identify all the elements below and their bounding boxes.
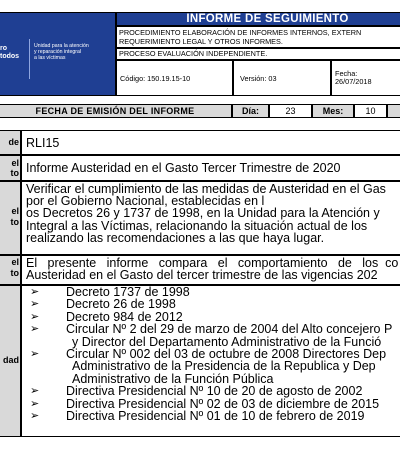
- document-meta-row: [116, 60, 400, 96]
- bullet-arrow-icon: ➢: [30, 409, 40, 422]
- institution-logo: [0, 12, 116, 96]
- procedure-line: REQUERIMIENTO LEGAL Y OTROS INFORMES.: [119, 37, 283, 46]
- objective-line: Integral a las Víctimas, relacionando la situación actual de los: [26, 218, 368, 233]
- row-label-code: [0, 130, 21, 155]
- logo-right-text: [34, 43, 89, 62]
- bullet-arrow-icon: ➢: [30, 385, 40, 398]
- regulation-item: [26, 298, 400, 310]
- regulation-text: Circular Nº 2 del 29 de marzo de 2004 del Alto concejero P: [66, 322, 393, 337]
- bullet-arrow-icon: ➢: [30, 310, 40, 323]
- regulation-item: [26, 385, 400, 397]
- regulation-item: [26, 410, 400, 422]
- regulation-item: [26, 323, 400, 335]
- procedure-cell: [116, 26, 400, 48]
- report-name: Informe Austeridad en el Gasto Tercer Trimestre de 2020: [21, 155, 400, 181]
- regulation-text: Directiva Presidencial Nº 01 de 10 de febrero de 2019: [66, 408, 365, 423]
- objective-line: por el Gobierno Nacional, establecidas en l: [26, 194, 265, 209]
- regulation-text: Decreto 984 de 2012: [66, 309, 183, 324]
- regulation-text: Administrativo de la Función Pública: [72, 371, 274, 386]
- label-fragment: el: [11, 257, 19, 267]
- label-fragment: dad: [2, 355, 19, 365]
- month-label: Mes:: [312, 104, 354, 118]
- label-fragment: el: [11, 206, 19, 216]
- label-fragment: el: [11, 158, 19, 168]
- document-header: [0, 12, 400, 96]
- day-value: 23: [269, 104, 312, 118]
- logo-right-line: a las víctimas: [34, 55, 66, 62]
- label-fragment: to: [10, 217, 19, 227]
- label-fragment: to: [10, 168, 19, 178]
- row-label-regulations: [0, 285, 21, 437]
- objective-line: realizando las recomendaciones a las que haya lugar.: [26, 230, 325, 245]
- bullet-arrow-icon: ➢: [30, 347, 40, 360]
- document-code: Código: 150.19.15-10: [116, 60, 233, 96]
- regulation-text: Directiva Presidencial Nº 02 de 03 de diciembre de 2015: [66, 396, 380, 411]
- regulation-text: Directiva Presidencial Nº 10 de 20 de agosto de 2002: [66, 384, 363, 399]
- label-fragment: de: [8, 137, 19, 147]
- scope-line: El presente informe compara el comportamiento de los co: [26, 256, 399, 270]
- bullet-arrow-icon: ➢: [30, 298, 40, 311]
- row-label-name: [0, 155, 21, 181]
- logo-left-line: todos: [0, 53, 20, 60]
- logo-right-line: Unidad para la atención: [34, 43, 89, 49]
- logo-right-line: y reparación integral: [34, 49, 82, 56]
- scope-text: [21, 255, 400, 285]
- regulation-text: Decreto 26 de 1998: [66, 297, 176, 312]
- objective-text: [21, 181, 400, 255]
- label-fragment: to: [10, 268, 19, 278]
- regulations-list: [21, 285, 400, 437]
- logo-left-line: ro: [0, 45, 7, 52]
- scope-line: Austeridad en el Gasto del tercer trimestre de las vigencias 202: [26, 268, 378, 283]
- day-label: Día:: [232, 104, 269, 118]
- row-label-objective: [0, 181, 21, 255]
- bullet-arrow-icon: ➢: [30, 397, 40, 410]
- document-version: Versión: 03: [233, 60, 331, 96]
- date-label: Fecha:: [335, 69, 358, 78]
- bullet-arrow-icon: ➢: [30, 323, 40, 336]
- bullet-arrow-icon: ➢: [30, 286, 40, 298]
- regulation-text: Decreto 1737 de 1998: [66, 285, 190, 299]
- regulation-text: Circular Nº 002 del 03 de octubre de 2008 Directores Dep: [66, 346, 387, 361]
- row-label-scope: [0, 255, 21, 285]
- emission-date-label: FECHA DE EMISIÓN DEL INFORME: [0, 104, 232, 118]
- report-code: RLI15: [21, 130, 400, 155]
- date-value: 26/07/2018: [335, 77, 372, 86]
- regulation-text: y Director del Departamento Administrativo de la Funció: [72, 334, 382, 349]
- procedure-line: PROCEDIMIENTO ELABORACIÓN DE INFORMES INTERNOS, EXTERN: [119, 28, 362, 37]
- report-title: INFORME DE SEGUIMIENTO: [116, 12, 400, 26]
- year-label-cell: [387, 104, 400, 118]
- process-cell: PROCESO EVALUACIÓN INDEPENDIENTE.: [116, 48, 400, 60]
- document-date: [331, 60, 400, 96]
- logo-left-text: [0, 45, 19, 61]
- regulation-item-continuation: [26, 360, 400, 372]
- regulation-text: Administrativo de la Presidencia de la Republica y Dep: [72, 359, 376, 374]
- month-value: 10: [354, 104, 387, 118]
- objective-line: Verificar el cumplimiento de las medidas de Austeridad en el Gas: [26, 182, 386, 196]
- objective-line: os Decretos 26 y 1737 de 1998, en la Unidad para la Atención y: [26, 206, 380, 221]
- logo-divider: [29, 39, 30, 79]
